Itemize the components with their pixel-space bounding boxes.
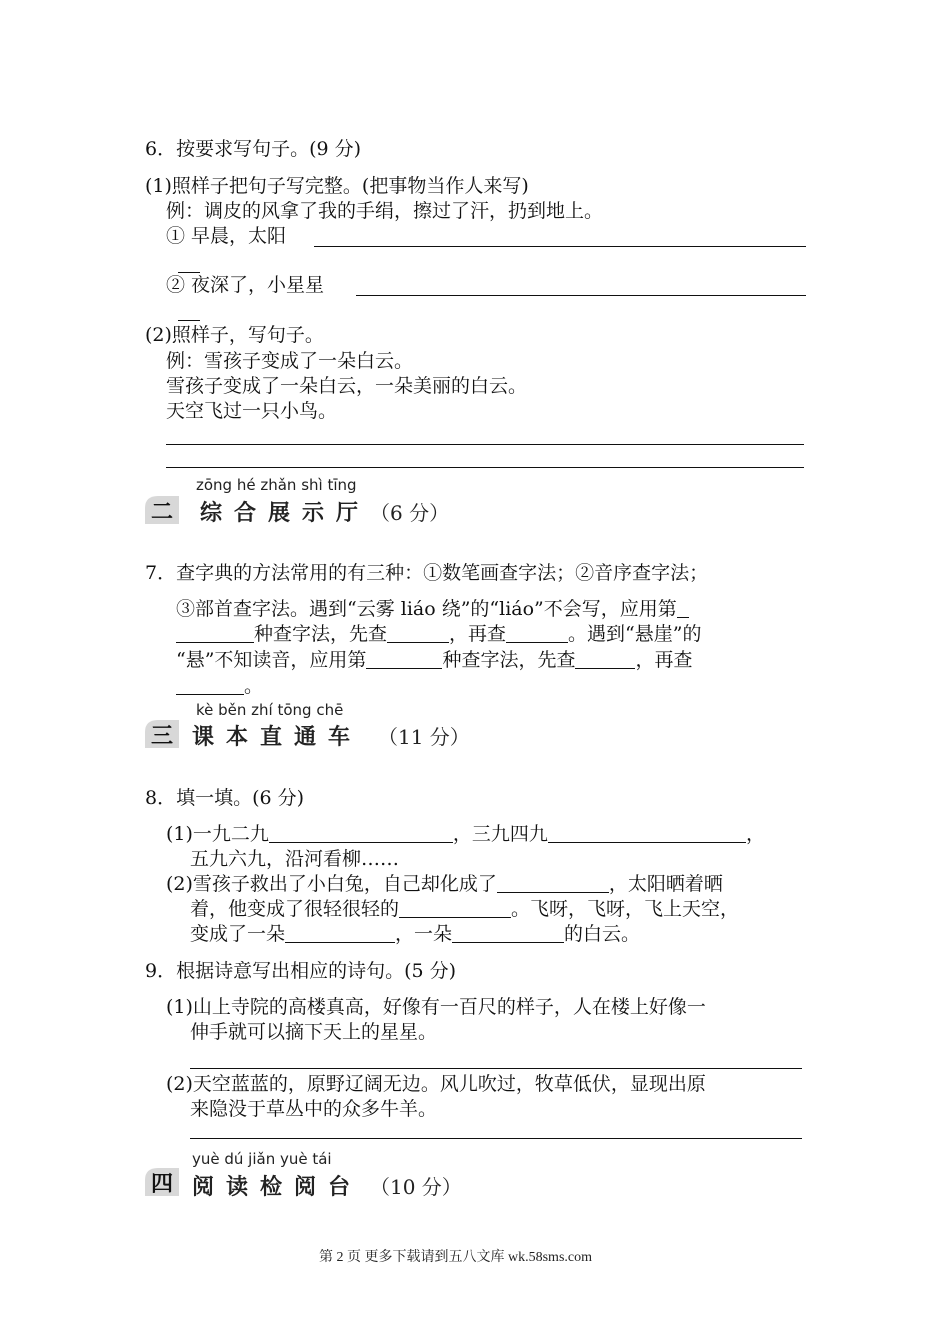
- answer-line-q9-2[interactable]: [190, 1138, 802, 1139]
- sec2-badge-icon: [142, 494, 182, 526]
- q6-part1-head: (1)照样子把句子写完整。(把事物当作人来写): [145, 175, 529, 197]
- sec4-score: （10 分）: [370, 1175, 462, 1199]
- q6-part1-item2: ② 夜深了，小星星: [166, 274, 325, 296]
- q7-line3-a: 种查字法，先查: [254, 623, 388, 645]
- sec2-numeral: 二: [150, 500, 174, 525]
- q9-part1-line1: (1)山上寺院的高楼真高，好像有一百尺的样子，人在楼上好像一: [166, 996, 706, 1018]
- blank-q8-2[interactable]: [548, 822, 746, 843]
- q6-title: 6．按要求写句子。(9 分): [145, 138, 362, 160]
- sec4-numeral: 四: [150, 1172, 174, 1197]
- q8-p1-c: ，: [745, 823, 765, 845]
- answer-line-q6-2-cont[interactable]: [178, 320, 200, 321]
- q8-p2-d: 。飞呀，飞呀，飞上天空，: [511, 898, 740, 920]
- q8-p2-e: 变成了一朵: [190, 923, 286, 945]
- sec4-title: 阅读检阅台: [192, 1175, 363, 1200]
- q8-part1-line2: 五九六九，沿河看柳……: [190, 848, 400, 870]
- q7-line3-c: 。遇到“悬崖”的: [568, 623, 702, 645]
- q9-part2-line2: 来隐没于草丛中的众多牛羊。: [190, 1098, 438, 1120]
- q6-part1-item1: ① 早晨，太阳: [166, 225, 287, 247]
- sec3-numeral: 三: [150, 724, 174, 749]
- q9-part2-line1: (2)天空蓝蓝的，原野辽阔无边。风儿吹过，牧草低伏，显现出原: [166, 1073, 706, 1095]
- blank-q7-6[interactable]: [176, 674, 244, 695]
- q8-p2-g: 的白云。: [564, 923, 641, 945]
- sec3-pinyin: kè běn zhí tōng chē: [196, 701, 344, 719]
- q8-p2-a: (2)雪孩子救出了小白兔，自己却化成了: [166, 873, 497, 895]
- blank-q8-6[interactable]: [452, 922, 564, 943]
- blank-q8-3[interactable]: [497, 872, 609, 893]
- blank-q8-5[interactable]: [285, 922, 395, 943]
- q8-part2-line3: [190, 922, 640, 946]
- q6-part2-head: (2)照样子，写句子。: [145, 324, 324, 346]
- q8-p1-b: ，三九四九: [452, 823, 548, 845]
- blank-q8-1[interactable]: [269, 822, 453, 843]
- q8-p1-a: (1)一九二九: [166, 823, 269, 845]
- q7-line2: [176, 597, 689, 621]
- blank-q7-4[interactable]: [366, 648, 442, 669]
- page-footer: 第 2 页 更多下载请到五八文库 wk.58sms.com: [319, 1250, 592, 1265]
- q8-part2-line1: [166, 872, 723, 896]
- q8-p2-f: ，一朵: [395, 923, 453, 945]
- sec2-pinyin: zōng hé zhǎn shì tīng: [196, 476, 357, 494]
- q7-line5-text: 。: [244, 675, 264, 697]
- blank-q7-2[interactable]: [387, 622, 449, 643]
- answer-line-q6-1[interactable]: [314, 246, 806, 247]
- q8-part2-line2: [190, 897, 739, 921]
- sec4-badge-icon: [142, 1166, 182, 1198]
- q8-title: 8．填一填。(6 分): [145, 787, 305, 809]
- q6-part2-example2: 雪孩子变成了一朵白云，一朵美丽的白云。: [166, 375, 528, 397]
- q6-part1-example: 例：调皮的风拿了我的手绢，擦过了汗，扔到地上。: [166, 200, 604, 222]
- answer-line-q6-4[interactable]: [166, 467, 804, 468]
- q7-line4-c: ，再查: [635, 649, 693, 671]
- blank-q7-5[interactable]: [575, 648, 635, 669]
- q7-line4-a: “悬”不知读音，应用第: [176, 649, 367, 671]
- answer-line-q9-1[interactable]: [190, 1068, 802, 1069]
- q7-line3-b: ，再查: [449, 623, 507, 645]
- q9-part1-line2: 伸手就可以摘下天上的星星。: [190, 1021, 438, 1043]
- q9-title: 9．根据诗意写出相应的诗句。(5 分): [145, 960, 457, 982]
- sec2-score: （6 分）: [370, 501, 450, 525]
- blank-q8-4[interactable]: [399, 897, 511, 918]
- q7-line4: [176, 648, 692, 672]
- blank-q7-3[interactable]: [506, 622, 568, 643]
- sec4-pinyin: yuè dú jiǎn yuè tái: [192, 1150, 332, 1168]
- sec3-score: （11 分）: [378, 725, 470, 749]
- q6-part2-example: 例：雪孩子变成了一朵白云。: [166, 350, 414, 372]
- sec2-title: 综合展示厅: [200, 501, 371, 526]
- q7-line5: [176, 674, 263, 698]
- sec3-title: 课本直通车: [192, 725, 363, 750]
- q7-line3: [176, 622, 701, 646]
- q7-line4-b: 种查字法，先查: [442, 649, 576, 671]
- q8-p2-b: ，太阳晒着晒: [608, 873, 723, 895]
- answer-line-q6-3[interactable]: [166, 444, 804, 445]
- blank-q7-1-cont[interactable]: [176, 622, 254, 643]
- q7-line1: 7．查字典的方法常用的有三种：①数笔画查字法；②音序查字法；: [145, 562, 709, 584]
- q6-part2-task: 天空飞过一只小鸟。: [166, 400, 338, 422]
- q7-line2-text: ③部首查字法。遇到“云雾 liáo 绕”的“liáo”不会写，应用第: [176, 598, 677, 620]
- answer-line-q6-2[interactable]: [356, 295, 806, 296]
- q8-p2-c: 着，他变成了很轻很轻的: [190, 898, 400, 920]
- sec3-badge-icon: [142, 718, 182, 750]
- blank-q7-1[interactable]: [677, 597, 689, 618]
- q8-part1-line1: [166, 822, 765, 846]
